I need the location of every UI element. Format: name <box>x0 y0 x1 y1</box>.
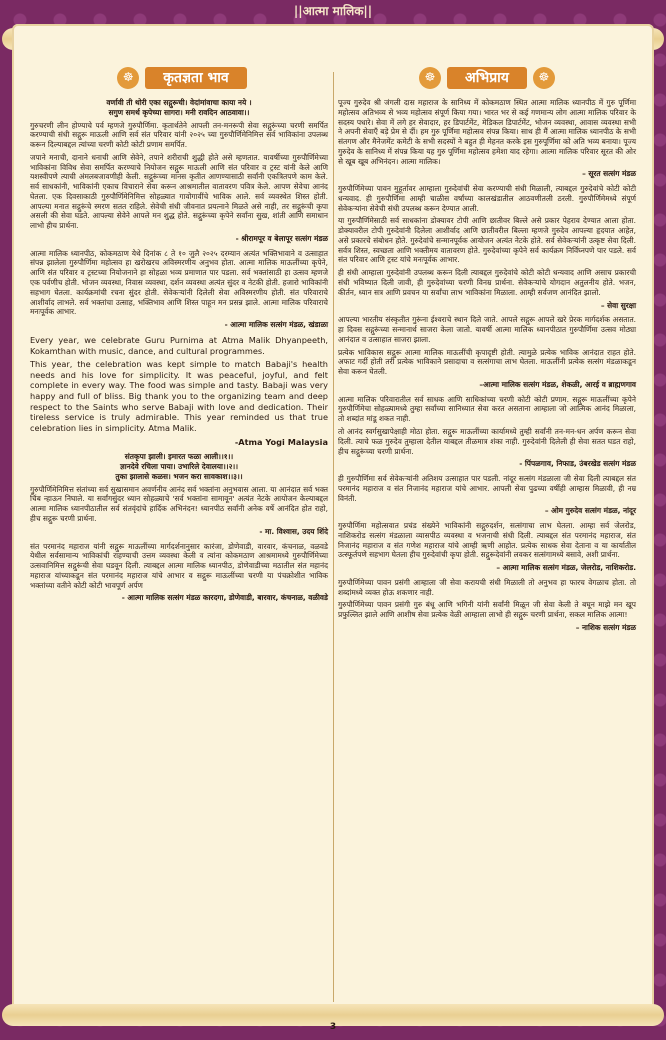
signature: – आत्मा मालिक सत्संग मंडळ, जेलरोड, नाशिकरोड. <box>496 563 636 573</box>
meditation-icon: ☸ <box>533 67 555 89</box>
signature: -Atma Yogi Malaysia <box>234 436 328 447</box>
poem-line: ज्ञानदेवे रचिला पाया। उभारिले देवालया।।२।। <box>119 462 239 472</box>
left-banner-title: कृतज्ञता भाव <box>145 67 246 89</box>
left-banner <box>30 64 328 92</box>
paragraph: आपल्या भारतीय संस्कृतीत गुरूंना ईश्वराचे स्थान दिले जाते. आपले सद्गुरू आपले खरे प्रेरक मार्गदर्शक असतात. हा दिवस सद्गुरूंच्या सन्मानार्थ साजरा केला जातो. यावर्षी आत्मा मालिक ध्यानपीठात गुरुपौर्णिमा उत्सव मोठ्या आनंदात व उत्साहात साजरा झाला. <box>338 315 636 344</box>
paragraph: संत परमानंद महाराज यांनी सद्गुरू माऊलींच्या मार्गदर्शनानुसार कारंजा, डोणेवाडी, वारवार, कंचनाळ, वळवडे येथील सर्वसामान्य भाविकांची राहण्याची उत्तम व्यवस्था केली व त्यांना कोकमठाण आश्रमामध्ये गुरुपौर्णिमेच्या उत्सवानिमित्त सद्गुरूंची सेवा घडवून दिली. त्याबद्दल आत्मा मालिक ध्यानपीठ, डोणेवाडीच्या मठातील संत महानंद महाराज यांच्याकडून संत परमानंद महाराज यांचे आभार व सद्गुरू माऊलींच्या चरणी या पंचक्रोशीत भाविक भक्तांच्या वतीने कोटी कोटी भावपूर्ण अर्पण <box>30 541 328 590</box>
paragraph-english: This year, the celebration was kept simple to match Babaji's health needs and his love for simplicity. It was peaceful, joyful, and felt complete in every way. The food was simple and tasty. Babaji was very happy and full of bliss. Big thank you to the organizing team and deep respect to the Saints who serve Babaji with love and dedication. Their tireless service is truly admirable. This year reminded us that true celebration lies in simplicity. Atma Malik. <box>30 359 328 434</box>
paragraph: गुरुपौर्णिमेच्या पावन प्रसंगी आम्हाला जी सेवा करायची संधी मिळाली तो अनुभव हा फारच वेगळाच होता. तो शब्दांमध्ये व्यक्त होऊ शकणार नाही. <box>338 577 636 597</box>
signature: – नाशिक सत्संग मंडळ <box>575 622 636 632</box>
signature: –आत्मा मालिक सत्संग मंडळ, शेकळी, आरई व ब्राह्मणगाव <box>479 379 636 389</box>
poem-line: सगुण समर्थ कृपेच्या सागरा। मनी रावदिन आठवावा।। <box>108 107 250 117</box>
poem-line: संतकृपा झाली। इमारत फळा आली।।१।। <box>124 452 234 462</box>
paragraph: जपाने मनाची, दानाने धनाची आणि सेवेने, तपाने शरीराची शुद्धी होते असे म्हणतात. यावर्षीच्या गुरुपौर्णिमेच्या भाविकांना विविध सेवा समर्पित करण्याचे नियोजन सद्गुरू माऊली आणि संत परिवार व ट्रस्ट यांनी केले आणि यशस्वीपणे त्याची अंमलबजावणीही केली. सद्गुरूंच्या मानस कृतीत आणण्यासाठी सर्वांनी एकत्रितपणे काम केले. सर्व साधकांनी, भाविकांनी एकाच विचाराने सेवा करून आश्रमातील वातावरण पवित्र केले. आपण सेवेचा आनंद घेतला. एक दिवसाकाठी गुरुपौर्णिमेनिमित्त सोहळ्यात गावोगावींचे भाविक आले. सर्व व्यवस्थेत शिस्त होती. आपल्या मनात सद्गुरूंचे स्मरण सतत राहिले. सेवेची संधी जीवनात प्रयत्नाने मिळते असे नाही, तर सद्गुरूंची कृपा असली की सेवा घडते. आपल्या सेवेने आपले मन शुद्ध होते. सद्गुरूंच्या कृपेने सर्वांना सुख, शांती आणि समाधान लाभो हीच प्रार्थना. <box>30 152 328 231</box>
page-number: 3 <box>329 1022 337 1032</box>
paragraph: गुरुचरणी लीन होण्याचे पर्व म्हणजे गुरुपौर्णिमा. कृतार्थतेने आपली तन-मनरूपी सेवा सद्गुरूंच्या चरणी समर्पित करण्याची संधी सद्गुरू माऊली आणि सर्व संत परिवार यांनी २०२५ च्या गुरुपौर्णिमेनिमित्त सर्व भाविकांना उपलब्ध करून दिल्याबद्दल त्यांच्या चरणी कोटी कोटी प्रणाम समर्पित. <box>30 120 328 150</box>
signature: - पिंपळगाव, निफाड, उंबरखेड सत्संग मंडळ <box>519 459 636 469</box>
paragraph: पूज्य गुरुदेव श्री जंगली दास महाराज के सानिध्य में कोकमठाण स्थित आत्मा मालिक ध्यानपीठ में गुरु पूर्णिमा महोत्सव अतिभव्य से भव्य महोत्सव संपूर्ण किया गया। भारत भर से कई गणमान्य लोग आत्मा मालिक परिवार के सदस्य पधारे। सेवा में लगे हर सेवादार, हर डिपार्टमेंट, मेडिकल डिपार्टमेंट, भोजन व्यवस्था, आवास व्यवस्था सभी ने अपनी सेवाएँ बड़े प्रेम से दीं। हम गुरु पूर्णिमा महोत्सव संपन्न किया। साथ ही मैं आत्मा मालिक ध्यानपीठ के सभी संतगण और मैनेजमेंट कमेटी के सभी सदस्यों ने बहुत ही मेहनत करके इस गुरुपूर्णिमा को अति भव्य बनाया। पूज्य गुरुदेव के सानिध्य में संपन्न किया यह गुरु पूर्णिमा महोत्सव हमेशा याद रहेगा। आत्मा मालिक परिवार सूरत की ओर से खूब खूब अभिनंदन। आत्मा मालिक। <box>338 98 636 166</box>
paragraph: तो आनंद स्वर्गसुखापेक्षाही मोठा होता. सद्गुरू माऊलींच्या कार्यामध्ये तुम्ही सर्वांनी तन-मन-धन अर्पण करून सेवा दिली. त्याचे फळ गुरुदेव तुम्हाला देतील याबद्दल तीळमात्र शंका नाही. गुरुदेवांनी दिलेली ही सेवा सतत घडत राहो, हीच सद्गुरूंच्या चरणी प्रार्थना. <box>338 426 636 456</box>
paragraph: आत्मा मालिक परिवारातील सर्व साधक आणि साधिकांच्या चरणी कोटी कोटी प्रणाम. सद्गुरू माऊलींच्या कृपेने गुरुपौर्णिमेचा सोहळ्यामध्ये तुम्हा सर्वांच्या सानिध्यात सेवा करत असताना आम्हाला जो आत्मिक आनंद मिळाला, तो शब्दांत मांडू शकत नाही. <box>338 394 636 424</box>
signature: - श्रीरामपूर व बेलापूर सत्संग मंडळ <box>235 233 328 243</box>
poem <box>30 452 328 481</box>
page-header: ||आत्मा मालिक|| <box>293 4 373 18</box>
column-divider <box>333 72 334 1002</box>
paragraph-english: Every year, we celebrate Guru Purnima at Atma Malik Dhyanpeeth, Kokamthan with music, dance, and cultural programmes. <box>30 334 328 356</box>
signature: - मा. विश्वास, उदय शिंदे <box>259 526 328 536</box>
paragraph: गुरुपौर्णिमा महोत्सवात प्रचंड संख्येने भाविकांनी सद्गुरुदर्शन, सत्संगाचा लाभ घेतला. आम्हा सर्व जेलरोड, नाशिकरोड सत्संग मंडळाला व्यासपीठ व्यवस्था व भजनाची संधी दिली. त्याबद्दल संत परमानंद महाराज, संत निजानंद महाराज व संत गणेश महाराज यांचे आम्ही ऋणी आहोत. प्रत्येक साधक सेवा देताना व या कार्यातील उत्स्फूर्तपणे सहभाग घेतला हीच गुरुदेवांची कृपा होती. सद्गुरूदेवांनी लवकर सत्संगामध्ये बसावे, अशी प्रार्थना. <box>338 521 636 560</box>
signature: – सूरत सत्संग मंडळ <box>582 169 636 179</box>
paragraph: गुरुपौर्णिमेच्या पावन मुहूर्तावर आम्हाला गुरुदेवांची सेवा करण्याची संधी मिळाली, त्याबद्दल गुरुदेवांचे कोटी कोटी धन्यवाद. ही गुरुपौर्णिमा आम्ही चाळीस वर्षांच्या कालखंडातील आठवणीतली ठरली. गुरुपौर्णिमेमध्ये संपूर्ण सेवेकऱ्यांना सेवेची संधी उपलब्ध करून देण्यात आली. <box>338 184 636 213</box>
right-column <box>338 64 636 638</box>
signature: - आत्मा मालिक सत्संग मंडळ, खंडाळा <box>224 320 328 330</box>
right-banner-title: अभिप्राय <box>447 67 527 89</box>
meditation-icon: ☸ <box>419 67 441 89</box>
poem <box>30 98 328 118</box>
signature: - आत्मा मालिक सत्संग मंडळ कारदगा, डोणेवाडी, बारवार, कंचनाळ, वळीवडे <box>121 593 328 603</box>
paragraph: आत्मा मालिक ध्यानपीठ, कोकमठाण येथे दिनांक ८ ते १० जुलै २०२५ दरम्यान अत्यंत भक्तिभावाने व उत्साहात संपन्न झालेला गुरुपौर्णिमा महोत्सव हा खरोखरच अविस्मरणीय अनुभव होता. आत्मा मालिक माऊलींच्या कृपेने, आणि संत परिवार व ट्रस्टच्या नियोजनाने हा सोहळा भव्य प्रमाणात पार पडला. सर्व भक्तांसाठी हा उत्सव म्हणजे एक पर्वणीच होती. भोजन व्यवस्था, निवास व्यवस्था, दर्शन व्यवस्था अत्यंत सुंदर व नेटकी होती. हजारो भाविकांनी सहभाग घेतला. कार्यक्रमांची रचना सुंदर होती. सेवेकऱ्यांनी दिलेली सेवा अविस्मरणीय होती. संत परिवाराचे आशीर्वाद लाभले. सर्व भक्तांचा उत्साह, भक्तिभाव आणि शिस्त पाहून मन प्रसन्न झाले. आत्मा मालिक परिवाराचे मनःपूर्वक आभार. <box>30 248 328 317</box>
signature: – ओम गुरुदेव सत्संग मंडळ, नांदूर <box>544 506 636 516</box>
paragraph: ही गुरुपौर्णिमा सर्व सेवेकऱ्यांनी अतिशय उत्साहात पार पडली. नांदूर सत्संग मंडळाला जी सेवा दिली त्याबद्दल संत परमानंद महाराज व संत निजानंद महाराज यांचे आभार. आपली सेवा पुढच्या वर्षीही आम्हास मिळावी, ही नम्र विनंती. <box>338 474 636 503</box>
right-banner <box>338 64 636 92</box>
signature: – सेवा सुरक्षा <box>600 300 636 310</box>
paragraph: गुरुपौर्णिमेच्या पावन प्रसंगी गुरु बंधू आणि भगिनी यांनी सर्वांनी मिळून जी सेवा केली ते बघून माझे मन खूप प्रफुल्लित झाले आणि आशीष सेवा प्रत्येक वेळी आम्हाला लाभो ही सद्गुरू चरणी प्रार्थना, सकल मालिक आत्मा! <box>338 600 636 620</box>
left-column <box>30 64 328 608</box>
paragraph: या गुरुपौर्णिमेसाठी सर्व साधकांना डोक्यावर टोपी आणि छातीवर बिल्ले असे प्रकार पेहराव देण्यात आला होता. डोक्यावरील टोपी गुरुदेवांनी दिलेला आशीर्वाद आणि छातीवरील बिल्ला म्हणजे गुरुदेव आपल्या हृदयात आहेत, असे प्रकारचे संबोधन होते. गुरुदेवांचे सन्मानपूर्वक आयोजन अत्यंत नेटके होते. सर्व सेवेकऱ्यांनी उत्कृष्ट सेवा दिली. सर्वत्र शिस्त, स्वच्छता आणि भक्तीमय वातावरण होते. गुरुदेवांच्या कृपेने सर्व कार्यक्रम निर्विघ्नपणे पार पडले. सर्व संत परिवार आणि ट्रस्ट यांचे मनःपूर्वक आभार. <box>338 216 636 265</box>
guru-icon: ☸ <box>117 67 139 89</box>
poem-line: वर्णावी ती थोरी एका सद्गुरूची। वेदांमांवाचा काया नये । <box>106 98 252 107</box>
paragraph: प्रत्येक भाविकास सद्गुरू आत्मा मालिक माऊलींची कृपादृष्टी होती. त्यामुळे प्रत्येक भाविक आनंदात राहत होते. अफाट गर्दी होती तरी प्रत्येक भाविकाने प्रसादाचा व सत्संगाचा लाभ घेतला. माऊलींनी प्रत्येक सत्संग मंडळाकडून सेवा करून घेतली. <box>338 347 636 377</box>
paragraph: गुरुपौर्णिमेनिमित्त संतांच्या सर्व सुखासमान अवर्णनीय आनंद सर्व भक्तांना अनुभवास आला. या आनंदात सर्व भक्त चिंब न्हाऊन निघाले. या सर्वांगसुंदर ध्यान सोहळ्याचे 'सर्व भक्तांना सामावून' अत्यंत नेटके आयोजन केल्याबद्दल आत्मा मालिक ध्यानपीठातील सर्व संतवृंदांचे हार्दिक अभिनंदन! ध्यानपीठ सर्वांनी अनेक वर्षे आनंदित होत राहो, हीच सद्गुरू चरणी प्रार्थना. <box>30 484 328 523</box>
paragraph: ही संधी आम्हाला गुरुदेवांनी उपलब्ध करून दिली त्याबद्दल गुरुदेवांचे कोटी कोटी धन्यवाद आणि असाच प्रकारची संधी भविष्यात दिली जावी, ही गुरुदेवांच्या चरणी विनम्र प्रार्थना. सेवेकऱ्यांचे योगदान अतुलनीय होते. भजन, कीर्तन, ध्यान सत्र आणि प्रवचन या सर्वांचा लाभ भाविकांना मिळाला. आम्ही सर्वजण आनंदित झालो. <box>338 268 636 297</box>
poem-line: तुका झालासे कळस। भजन करा सावकाश।।३।। <box>115 471 243 481</box>
